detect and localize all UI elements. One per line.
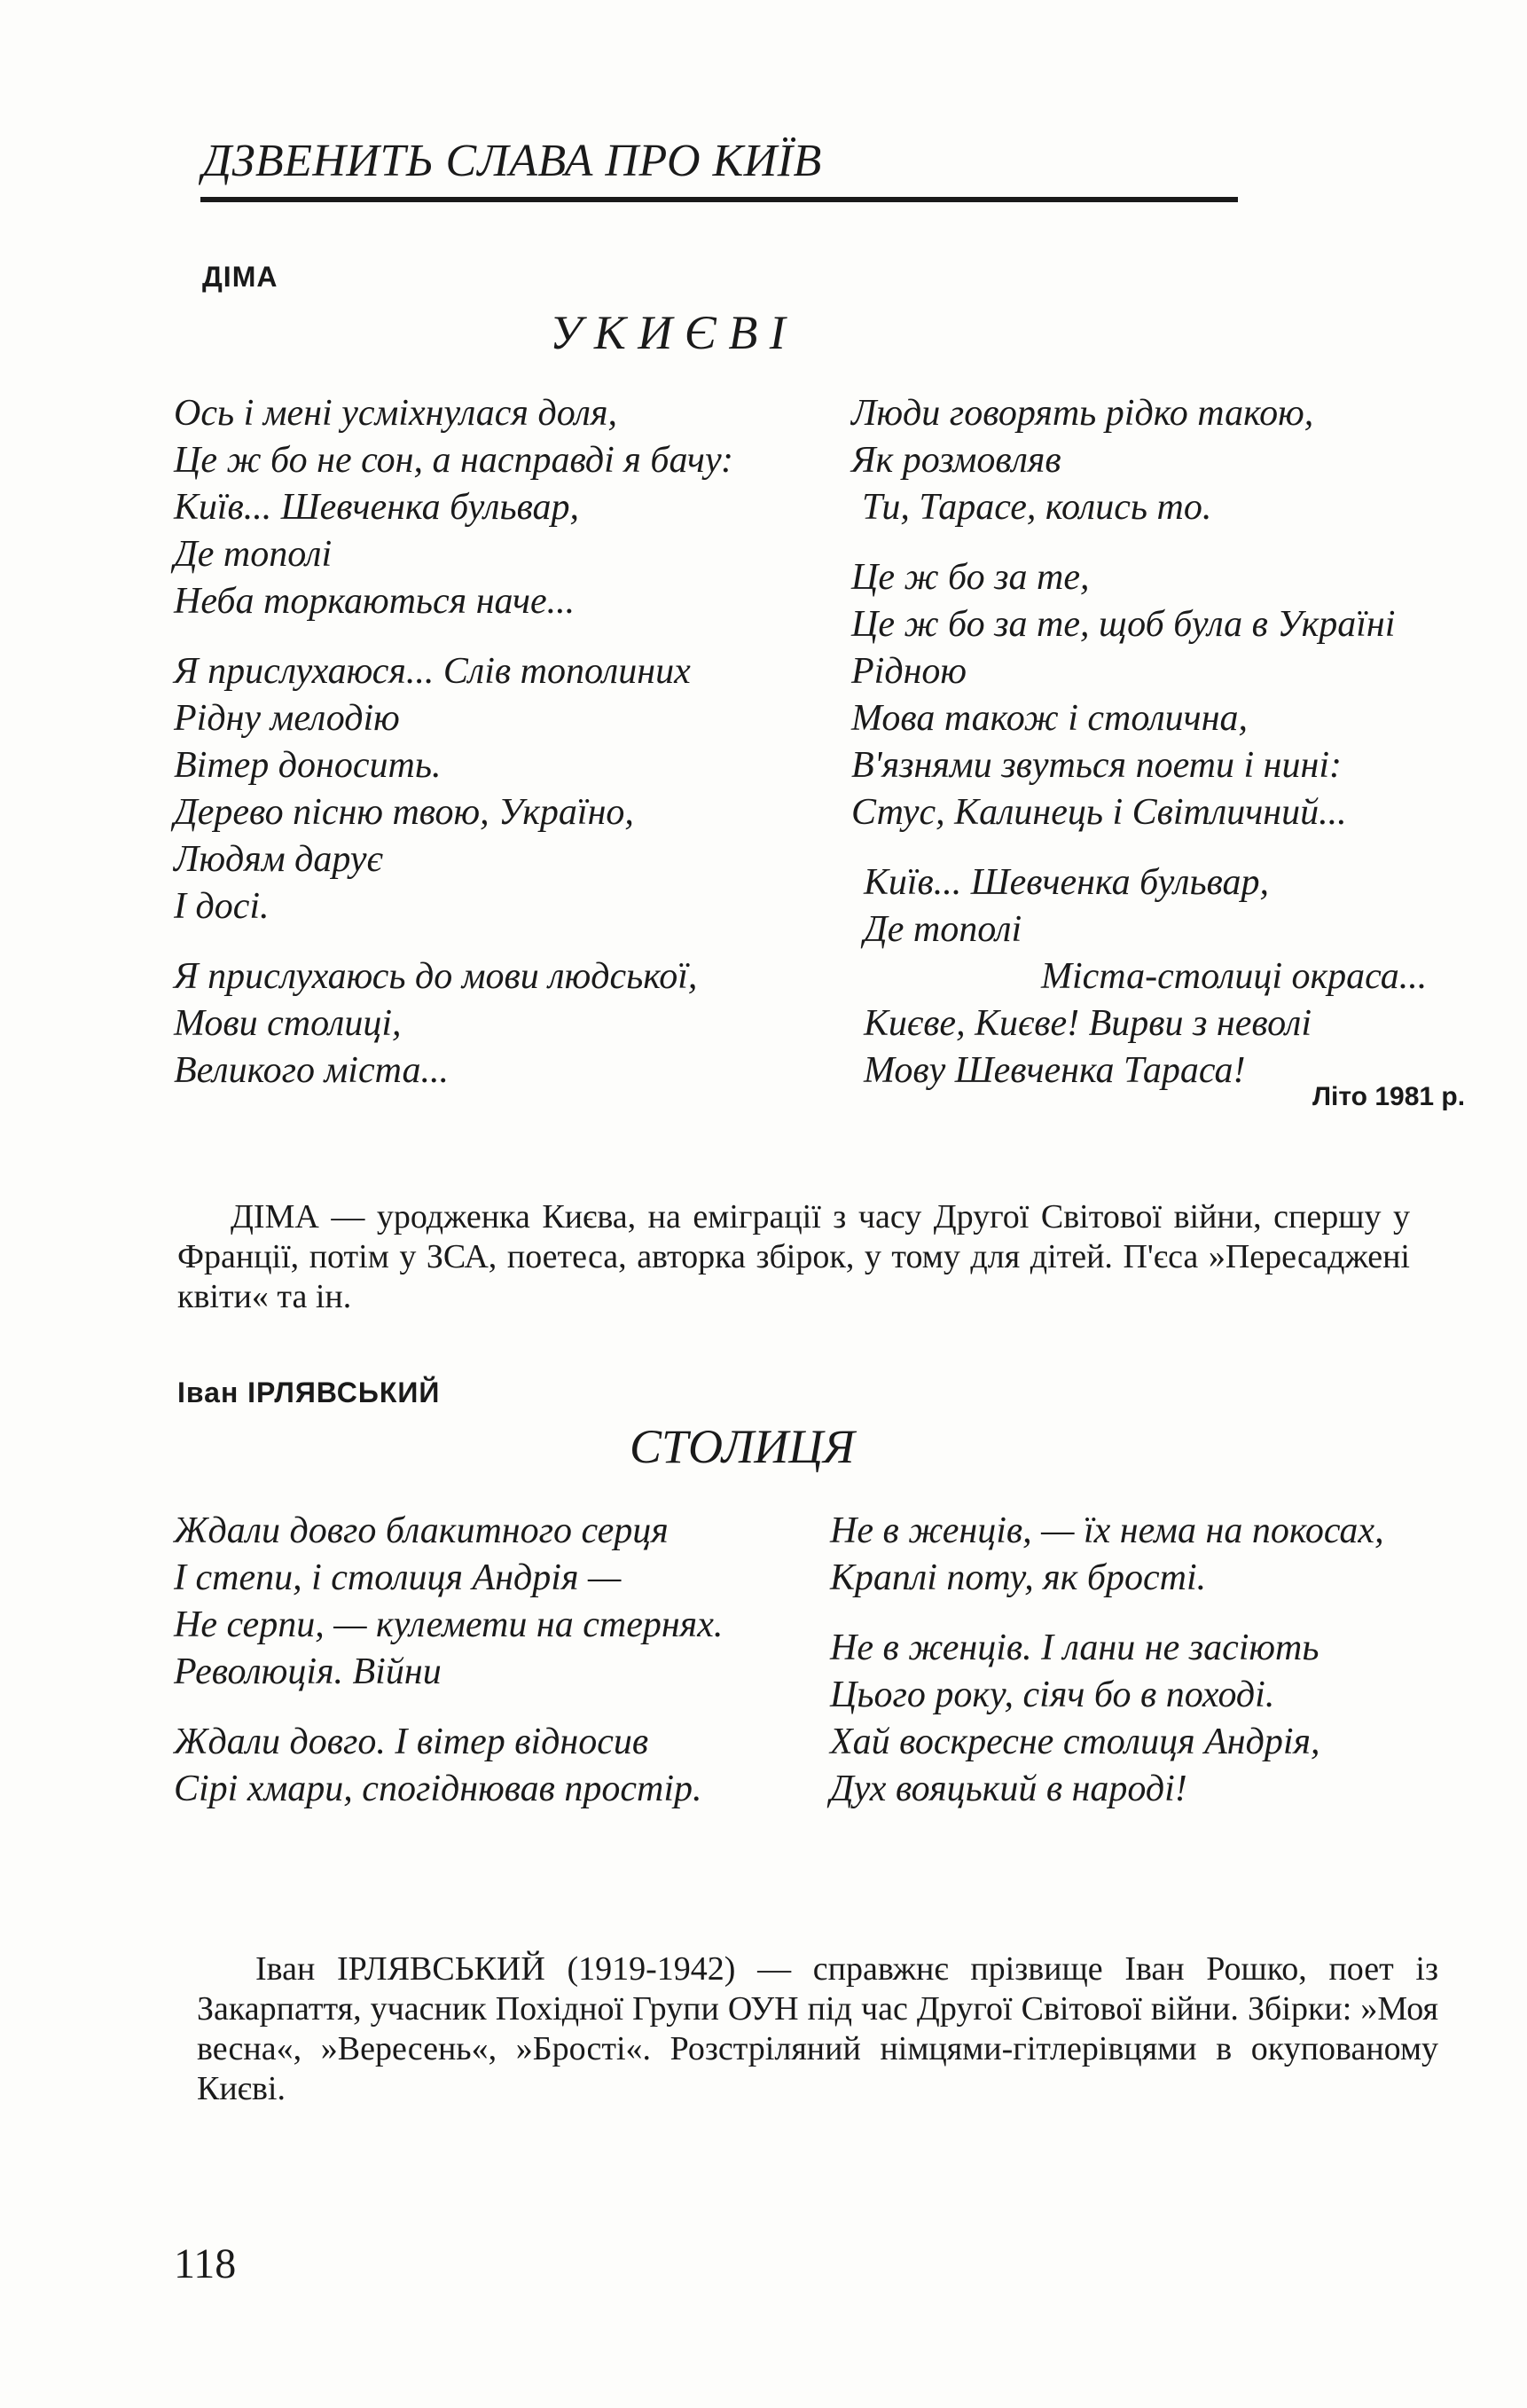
stanza	[174, 1508, 812, 1696]
verse-line: Стус, Калинець і Світличний...	[851, 792, 1347, 833]
verse-line: Не в женців. І лани не засіють	[830, 1628, 1319, 1668]
verse-line: Київ... Шевченка бульвар,	[174, 487, 580, 528]
verse-line: Мова також і столична,	[851, 698, 1249, 739]
poem2-author-bio: Іван ІРЛЯВСЬКИЙ (1919-1942) — справжнє прізвище Іван Рошко, поет із Закарпаття, учасник Похідної Групи ОУН під час Другої Світової війни. Збірки: »Моя весна«, »Вересень«, »Брості«. Розстріляний німцями-гітлерівцями в окупованому Києві.	[197, 1950, 1438, 2107]
verse-line: Цього року, сіяч бо в поході.	[830, 1675, 1275, 1715]
verse-line: Рідною	[851, 651, 967, 692]
poem1-left-column	[174, 390, 830, 1118]
verse-line: Це ж бо за те,	[851, 557, 1090, 598]
verse-line: Великого міста...	[174, 1050, 449, 1091]
verse-line: Революція. Війни	[174, 1651, 442, 1692]
verse-line: Міста-столиці окраса...	[1041, 956, 1428, 997]
verse-line: Де тополі	[174, 534, 333, 575]
verse-line: Не в женців, — їх нема на покосах,	[830, 1510, 1384, 1551]
stanza	[830, 1625, 1504, 1813]
poem1-author: ДІМА	[202, 261, 278, 293]
poem1-dateline: Літо 1981 р.	[1312, 1082, 1466, 1111]
verse-line: І досі.	[174, 886, 270, 927]
poem2-author: Іван ІРЛЯВСЬКИЙ	[177, 1377, 441, 1408]
verse-line: Хай воскресне столиця Андрія,	[830, 1722, 1320, 1762]
stanza	[851, 554, 1490, 836]
stanza	[174, 953, 830, 1094]
header-rule	[200, 197, 1238, 202]
verse-line: Ти, Тарасе, колись то.	[862, 487, 1212, 528]
stanza	[174, 648, 830, 930]
verse-line: Мову Шевченка Тараса!	[864, 1050, 1246, 1091]
verse-line: І степи, і столиця Андрія —	[174, 1557, 622, 1598]
stanza	[174, 390, 830, 625]
poem2-right-column	[830, 1508, 1504, 1836]
verse-line: Де тополі	[864, 909, 1022, 950]
stanza	[174, 1719, 812, 1813]
verse-line: Я прислухаюся... Слів тополиних	[174, 651, 691, 692]
verse-line: Краплі поту, як брості.	[830, 1557, 1207, 1598]
verse-line: Вітер доносить.	[174, 745, 442, 786]
verse-line: Це ж бо за те, щоб була в Україні	[851, 604, 1396, 645]
verse-line: Києве, Києве! Вирви з неволі	[864, 1003, 1312, 1044]
poem1-right-column	[851, 390, 1490, 1118]
verse-line: Мови столиці,	[174, 1003, 402, 1044]
verse-line: Ждали довго. І вітер відносив	[174, 1722, 649, 1762]
verse-line: Як розмовляв	[851, 440, 1061, 481]
verse-line: Людям дарує	[174, 839, 383, 880]
page-number: 118	[174, 2240, 237, 2287]
poem2-left-column	[174, 1508, 812, 1836]
verse-line: Дерево пісню твою, Україно,	[174, 792, 634, 833]
stanza	[851, 390, 1490, 531]
poem2-title: СТОЛИЦЯ	[630, 1420, 855, 1473]
verse-line: Неба торкаються наче...	[174, 581, 576, 622]
stanza	[830, 1508, 1504, 1602]
verse-line: Ось і мені усміхнулася доля,	[174, 393, 617, 434]
stanza	[851, 859, 1490, 1094]
verse-line: Київ... Шевченка бульвар,	[864, 862, 1270, 903]
verse-line: Люди говорять рідко такою,	[851, 393, 1314, 434]
verse-line: Дух вояцький в народі!	[830, 1769, 1187, 1809]
poem1-title: У К И Є В І	[550, 306, 786, 359]
verse-line: В'язнями звуться поети і нині:	[851, 745, 1342, 786]
verse-line: Ждали довго блакитного серця	[174, 1510, 669, 1551]
verse-line: Це ж бо не сон, а насправді я бачу:	[174, 440, 734, 481]
verse-line: Сірі хмари, спогіднював простір.	[174, 1769, 702, 1809]
running-head: ДЗВЕНИТЬ СЛАВА ПРО КИЇВ	[202, 136, 822, 186]
poem1-author-bio: ДІМА — уродженка Києва, на еміграції з часу Другої Світової війни, спершу у Франції, потім у ЗСА, поетеса, авторка збірок, у тому для дітей. П'єса »Пересаджені квіти« та ін.	[177, 1198, 1410, 1315]
verse-line: Я прислухаюсь до мови людської,	[174, 956, 698, 997]
verse-line: Рідну мелодію	[174, 698, 400, 739]
verse-line: Не серпи, — кулемети на стернях.	[174, 1604, 724, 1645]
